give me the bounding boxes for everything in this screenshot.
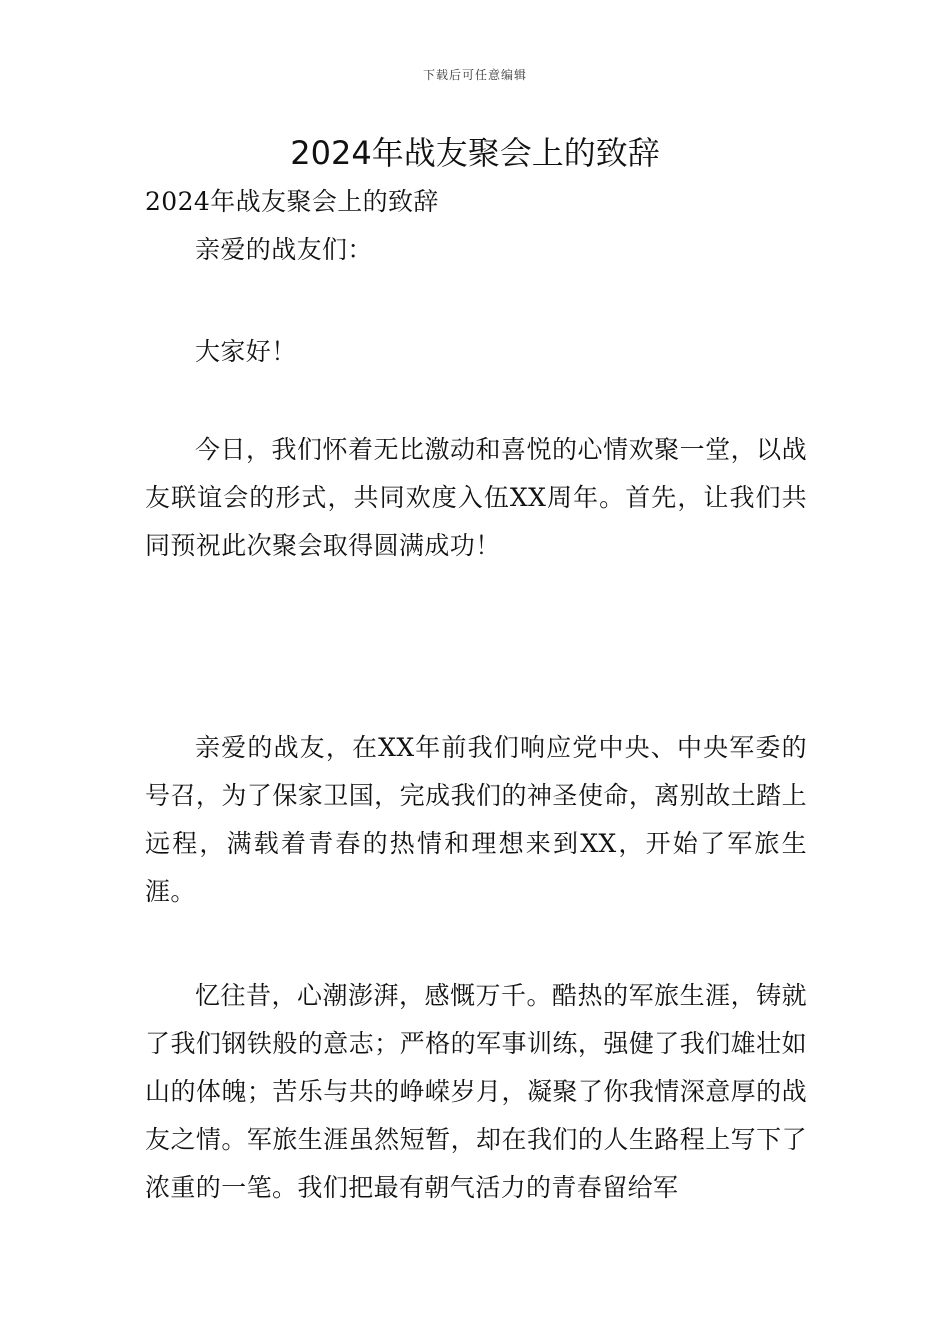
- document-title: 2024年战友聚会上的致辞: [290, 134, 660, 172]
- paragraph-3: 忆往昔，心潮澎湃，感慨万千。酷热的军旅生涯，铸就了我们钢铁般的意志；严格的军事训练，强健了我们雄壮如山的体魄；苦乐与共的峥嵘岁月，凝聚了你我情深意厚的战友之情。军旅生涯虽然短暂，却在我们的人生路程上写下了浓重的一笔。我们把最有朝气活力的青春留给军: [145, 981, 807, 1202]
- hello-line: 大家好！: [195, 337, 297, 366]
- paragraph-1: 今日，我们怀着无比激动和喜悦的心情欢聚一堂，以战友联谊会的形式，共同欢度入伍XX周年。首先，让我们共同预祝此次聚会取得圆满成功！: [145, 435, 807, 560]
- greeting-line: 亲爱的战友们：: [195, 235, 373, 264]
- header-note: 下载后可任意编辑: [422, 68, 527, 82]
- document-subtitle: 2024年战友聚会上的致辞: [145, 187, 439, 216]
- paragraph-2: 亲爱的战友，在XX年前我们响应党中央、中央军委的号召，为了保家卫国，完成我们的神圣使命，离别故土踏上远程，满载着青春的热情和理想来到XX，开始了军旅生涯。: [145, 733, 807, 906]
